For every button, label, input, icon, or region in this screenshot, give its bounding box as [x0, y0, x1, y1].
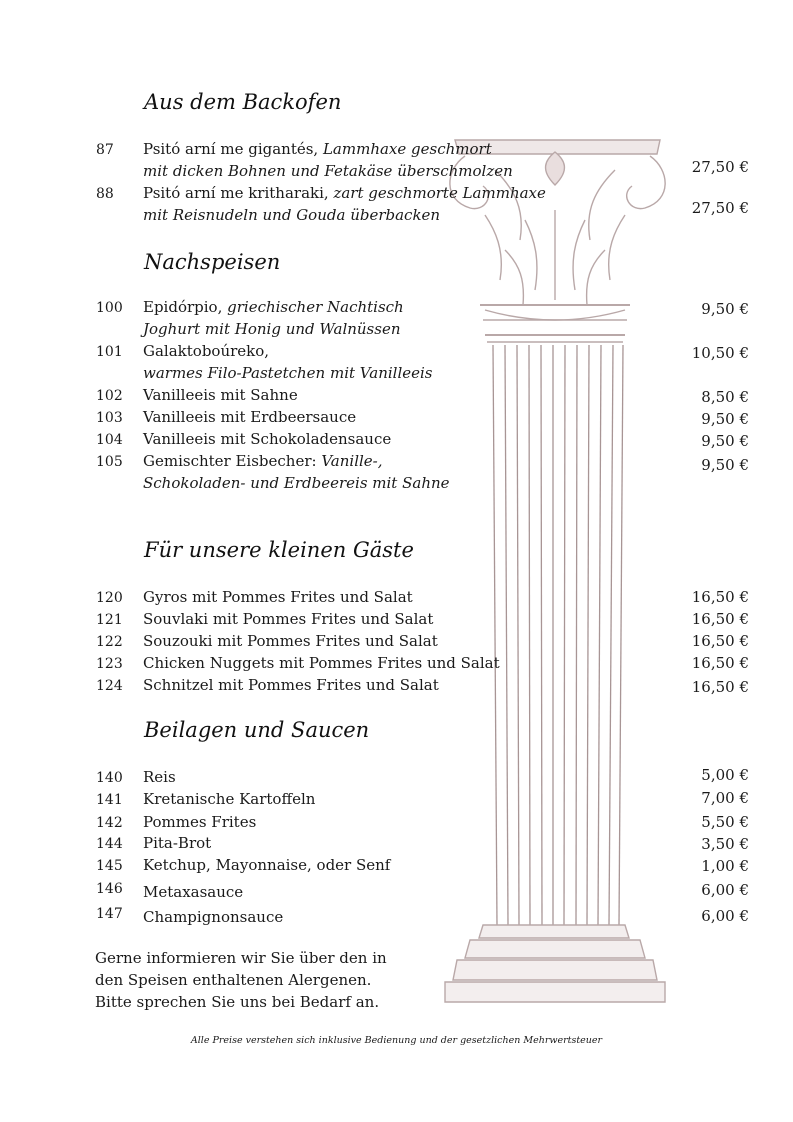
item-price: 9,50 €	[701, 300, 749, 318]
item-price: 16,50 €	[691, 588, 749, 606]
item-price: 3,50 €	[701, 835, 749, 853]
item-description-line2: mit Reisnudeln und Gouda überbacken	[143, 206, 441, 224]
item-number: 88	[96, 186, 114, 202]
item-description: Vanilleeis mit Erdbeersauce	[143, 408, 357, 426]
item-number: 144	[96, 836, 123, 852]
item-description: Souzouki mit Pommes Frites und Salat	[143, 632, 438, 650]
section-title-backofen: Aus dem Backofen	[144, 90, 342, 114]
item-number: 100	[96, 300, 123, 316]
allergen-note-line: den Speisen enthaltenen Alergenen.	[95, 971, 372, 989]
item-description: Psitó arní me gigantés, Lammhaxe geschmort	[143, 140, 492, 158]
item-number: 123	[96, 656, 123, 672]
item-description: Psitó arní me kritharaki, zart geschmorte Lammhaxe	[143, 184, 546, 202]
item-number: 145	[96, 858, 123, 874]
item-number: 121	[96, 612, 123, 628]
corinthian-column-icon	[425, 130, 685, 1010]
item-price: 9,50 €	[701, 456, 749, 474]
item-price: 5,50 €	[701, 813, 749, 831]
item-price: 6,00 €	[701, 907, 749, 925]
item-number: 105	[96, 454, 123, 470]
item-description: Schnitzel mit Pommes Frites und Salat	[143, 676, 439, 694]
item-price: 9,50 €	[701, 410, 749, 428]
item-description: Kretanische Kartoffeln	[143, 790, 316, 808]
item-price: 16,50 €	[691, 632, 749, 650]
item-description: Pita-Brot	[143, 834, 212, 852]
item-description-line2: mit dicken Bohnen und Fetakäse überschmolzen	[143, 162, 513, 180]
item-number: 142	[96, 815, 123, 831]
allergen-note-line: Bitte sprechen Sie uns bei Bedarf an.	[95, 993, 380, 1011]
item-price: 5,00 €	[701, 766, 749, 784]
item-price: 8,50 €	[701, 388, 749, 406]
item-description: Gemischter Eisbecher: Vanille-,	[143, 452, 383, 470]
item-description: Epidórpio, griechischer Nachtisch	[143, 298, 404, 316]
item-number: 141	[96, 792, 123, 808]
item-description: Chicken Nuggets mit Pommes Frites und Salat	[143, 654, 500, 672]
item-price: 27,50 €	[691, 158, 749, 176]
item-number: 122	[96, 634, 123, 650]
item-description: Reis	[143, 768, 176, 786]
item-number: 147	[96, 906, 123, 922]
item-description: Vanilleeis mit Schokoladensauce	[143, 430, 392, 448]
item-description-line2: Schokoladen- und Erdbeereis mit Sahne	[143, 474, 450, 492]
item-price: 16,50 €	[691, 610, 749, 628]
item-description: Pommes Frites	[143, 813, 257, 831]
item-description: Vanilleeis mit Sahne	[143, 386, 298, 404]
item-description-line2: warmes Filo-Pastetchen mit Vanilleeis	[143, 364, 433, 382]
section-title-kinder: Für unsere kleinen Gäste	[144, 538, 414, 562]
item-number: 146	[96, 881, 123, 897]
item-number: 102	[96, 388, 123, 404]
item-number: 103	[96, 410, 123, 426]
item-number: 104	[96, 432, 123, 448]
allergen-note-line: Gerne informieren wir Sie über den in	[95, 949, 387, 967]
item-description-line2: Joghurt mit Honig und Walnüssen	[143, 320, 401, 338]
item-price: 9,50 €	[701, 432, 749, 450]
item-number: 124	[96, 678, 123, 694]
item-description: Champignonsauce	[143, 908, 284, 926]
item-price: 1,00 €	[701, 857, 749, 875]
allergen-note	[95, 947, 387, 1013]
item-number: 87	[96, 142, 114, 158]
section-title-beilagen: Beilagen und Saucen	[144, 718, 370, 742]
item-price: 27,50 €	[691, 199, 749, 217]
item-number: 101	[96, 344, 123, 360]
item-description: Galaktoboúreko,	[143, 342, 270, 360]
item-description: Gyros mit Pommes Frites und Salat	[143, 588, 413, 606]
item-price: 10,50 €	[691, 344, 749, 362]
section-title-nachspeisen: Nachspeisen	[144, 250, 281, 274]
item-price: 7,00 €	[701, 789, 749, 807]
item-price: 16,50 €	[691, 678, 749, 696]
item-description: Metaxasauce	[143, 883, 244, 901]
price-footer-note: Alle Preise verstehen sich inklusive Bedienung und der gesetzlichen Mehrwertsteuer	[190, 1035, 603, 1046]
item-price: 6,00 €	[701, 881, 749, 899]
item-description: Souvlaki mit Pommes Frites und Salat	[143, 610, 434, 628]
item-number: 120	[96, 590, 123, 606]
item-number: 140	[96, 770, 123, 786]
item-price: 16,50 €	[691, 654, 749, 672]
item-description: Ketchup, Mayonnaise, oder Senf	[143, 856, 391, 874]
